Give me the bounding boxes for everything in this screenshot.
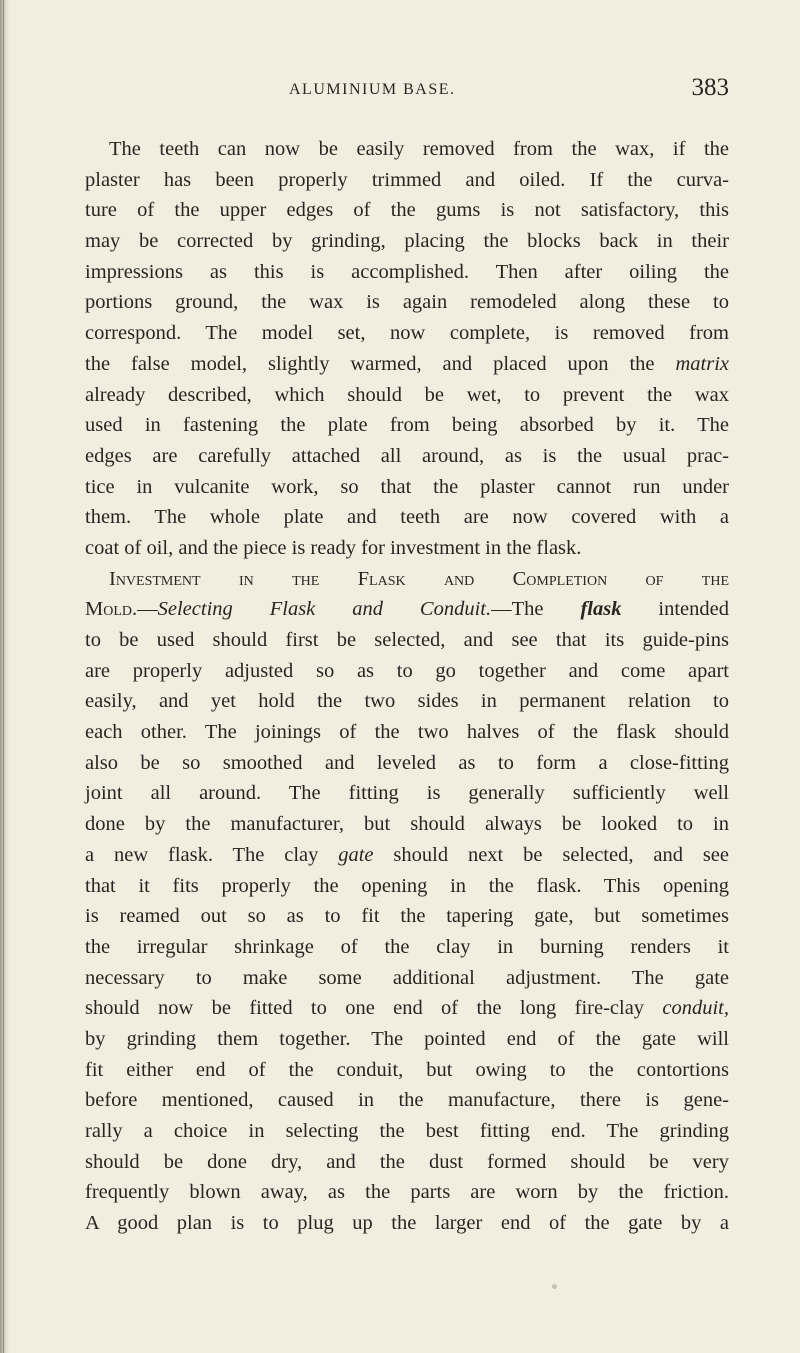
text-line: fit either end of the conduit, but owing to the contortions (85, 1058, 729, 1081)
text-line: joint all around. The fitting is generally sufficiently well (85, 782, 729, 805)
text-line: necessary to make some additional adjustment. The gate (85, 966, 729, 989)
text-line: is reamed out so as to fit the tapering gate, but sometimes (85, 905, 729, 928)
section-heading-line (85, 594, 729, 625)
page-binding-edge (0, 0, 10, 1353)
key-term: flask (580, 598, 622, 621)
text-run: The (511, 598, 581, 621)
text-line (85, 840, 729, 871)
text-line: correspond. The model set, now complete, is removed from (85, 322, 729, 345)
text-line (85, 993, 729, 1024)
page-number: 383 (691, 74, 729, 101)
italic-term: gate (338, 843, 374, 866)
text-line: each other. The joinings of the two halves of the flask should (85, 721, 729, 744)
text-line (85, 349, 729, 380)
text-line: rally a choice in selecting the best fitting end. The grinding (85, 1120, 729, 1142)
text-line: that it fits properly the opening in the flask. This opening (85, 874, 729, 897)
text-line: are properly adjusted so as to go together and come apart (85, 659, 729, 682)
text-run: a new flask. The clay (85, 843, 339, 866)
text-run: the false model, slightly warmed, and placed upon the (85, 352, 676, 375)
section-heading-end: Mold. (85, 598, 138, 621)
em-dash: — (491, 598, 512, 621)
text-line: by grinding them together. The pointed end of the gate will (85, 1027, 729, 1050)
text-line: easily, and yet hold the two sides in permanent relation to (85, 690, 729, 713)
text-line: used in fastening the plate from being absorbed by it. The (85, 414, 729, 437)
page-body (85, 134, 729, 1239)
page-header (85, 74, 729, 103)
section-heading-line (85, 564, 729, 595)
text-line: to be used should first be selected, and see that its guide-pins (85, 629, 729, 651)
section-heading: Investment in the Flask and Completion of the (109, 567, 729, 590)
text-line: already described, which should be wet, to prevent the wax (85, 383, 729, 406)
text-line: ture of the upper edges of the gums is not satisfactory, this (85, 199, 729, 222)
em-dash: — (137, 598, 158, 621)
text-line: should be done dry, and the dust formed should be very (85, 1150, 729, 1173)
text-line: plaster has been properly trimmed and oiled. If the curva- (85, 168, 729, 191)
text-line: them. The whole plate and teeth are now covered with a (85, 506, 729, 529)
text-line: the irregular shrinkage of the clay in burning renders it (85, 935, 729, 958)
text-line: may be corrected by grinding, placing the blocks back in their (85, 230, 729, 253)
text-line: A good plan is to plug up the larger end of the gate by a (85, 1212, 729, 1235)
text-line: coat of oil, and the piece is ready for investment in the flask. (85, 536, 582, 559)
text-line: also be so smoothed and leveled as to form a close-fitting (85, 751, 729, 774)
text-line: tice in vulcanite work, so that the plaster cannot run under (85, 475, 729, 498)
text-run: should next be selected, and see (373, 843, 729, 866)
text-line: The teeth can now be easily removed from the wax, if the (109, 138, 729, 160)
subheading: Selecting Flask and Conduit. (157, 598, 492, 621)
text-line: edges are carefully attached all around, as is the usual prac- (85, 444, 729, 467)
text-line: frequently blown away, as the parts are worn by the friction. (85, 1181, 729, 1204)
text-line: before mentioned, caused in the manufacture, there is gene- (85, 1089, 729, 1112)
page-binding-line (3, 0, 4, 1353)
text-line: portions ground, the wax is again remodeled along these to (85, 291, 729, 314)
text-line: done by the manufacturer, but should always be looked to in (85, 813, 729, 836)
text-run: should now be fitted to one end of the long fire-clay (85, 997, 663, 1020)
paper-speck (552, 1284, 557, 1289)
text-line: impressions as this is accomplished. Then after oiling the (85, 260, 729, 283)
italic-term: matrix (675, 352, 729, 375)
italic-term: conduit, (662, 997, 729, 1020)
running-head: ALUMINIUM BASE. (289, 81, 456, 98)
text-run: intended (621, 598, 729, 621)
